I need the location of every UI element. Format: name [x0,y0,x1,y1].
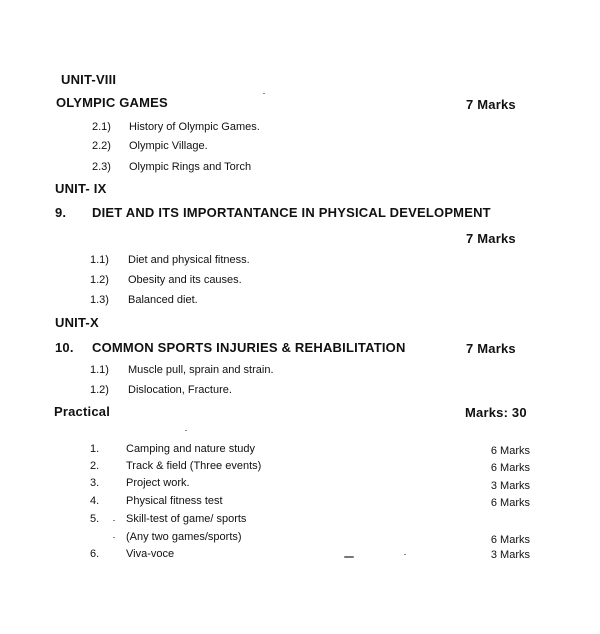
practical-marks: Marks: 30 [465,405,527,420]
practical-title: Practical [54,404,111,419]
unit-8-item-text: Olympic Village. [129,140,208,152]
unit-8-item-text: History of Olympic Games. [129,121,260,133]
unit-9-label: UNIT- IX [55,181,107,196]
scan-speck [113,520,115,521]
unit-8-label: UNIT-VIII [61,72,117,87]
scan-speck [404,554,406,555]
unit-8-item-num: 2.2) [92,140,111,152]
practical-item-marks: 3 Marks [490,480,530,492]
scan-speck [344,556,354,558]
unit-8-item-text: Olympic Rings and Torch [129,161,252,173]
unit-8-item-num: 2.1) [92,121,111,133]
unit-9-item-num: 1.3) [90,294,109,306]
practical-item-text: Project work. [126,477,190,489]
practical-item-text: Viva-voce [126,548,175,560]
scan-speck [113,537,115,538]
unit-9-marks: 7 Marks [466,231,516,246]
unit-9-item-text: Obesity and its causes. [128,274,242,286]
practical-item-text: Camping and nature study [126,443,256,455]
unit-8-item-num: 2.3) [92,161,111,173]
unit-10-item-num: 1.2) [90,384,109,396]
practical-item-num: 2. [90,460,100,472]
unit-8-marks: 7 Marks [466,97,516,112]
practical-item-num: 4. [90,495,100,507]
unit-9-number: 9. [55,205,67,220]
practical-item-text: Physical fitness test [126,495,223,507]
practical-item-marks: 6 Marks [490,534,530,546]
practical-item-num: 3. [90,477,100,489]
unit-10-label: UNIT-X [55,315,99,330]
scan-speck [185,430,187,431]
unit-10-item-text: Muscle pull, sprain and strain. [128,364,274,376]
unit-10-item-text: Dislocation, Fracture. [128,384,232,396]
scan-speck [263,93,265,94]
practical-item-marks: 6 Marks [490,445,530,457]
practical-item-marks: 6 Marks [490,497,530,509]
unit-10-number: 10. [55,340,74,355]
practical-item-num: 1. [90,443,100,455]
practical-item-marks: 3 Marks [490,549,530,561]
unit-10-title: COMMON SPORTS INJURIES & REHABILITATION [92,340,406,355]
practical-item-text: Track & field (Three events) [126,460,262,472]
practical-item-marks: 6 Marks [490,462,530,474]
practical-item-text: (Any two games/sports) [126,531,242,543]
unit-9-item-text: Balanced diet. [128,294,198,306]
unit-9-item-num: 1.1) [90,254,109,266]
unit-8-title: OLYMPIC GAMES [56,95,168,110]
unit-9-title: DIET AND ITS IMPORTANTANCE IN PHYSICAL DEVELOPMENT [92,205,491,220]
practical-item-text: Skill-test of game/ sports [126,513,247,525]
unit-9-item-text: Diet and physical fitness. [128,254,250,266]
practical-item-num: 5. [90,513,100,525]
unit-10-marks: 7 Marks [466,341,516,356]
practical-item-num: 6. [90,548,100,560]
unit-9-item-num: 1.2) [90,274,109,286]
unit-10-item-num: 1.1) [90,364,109,376]
